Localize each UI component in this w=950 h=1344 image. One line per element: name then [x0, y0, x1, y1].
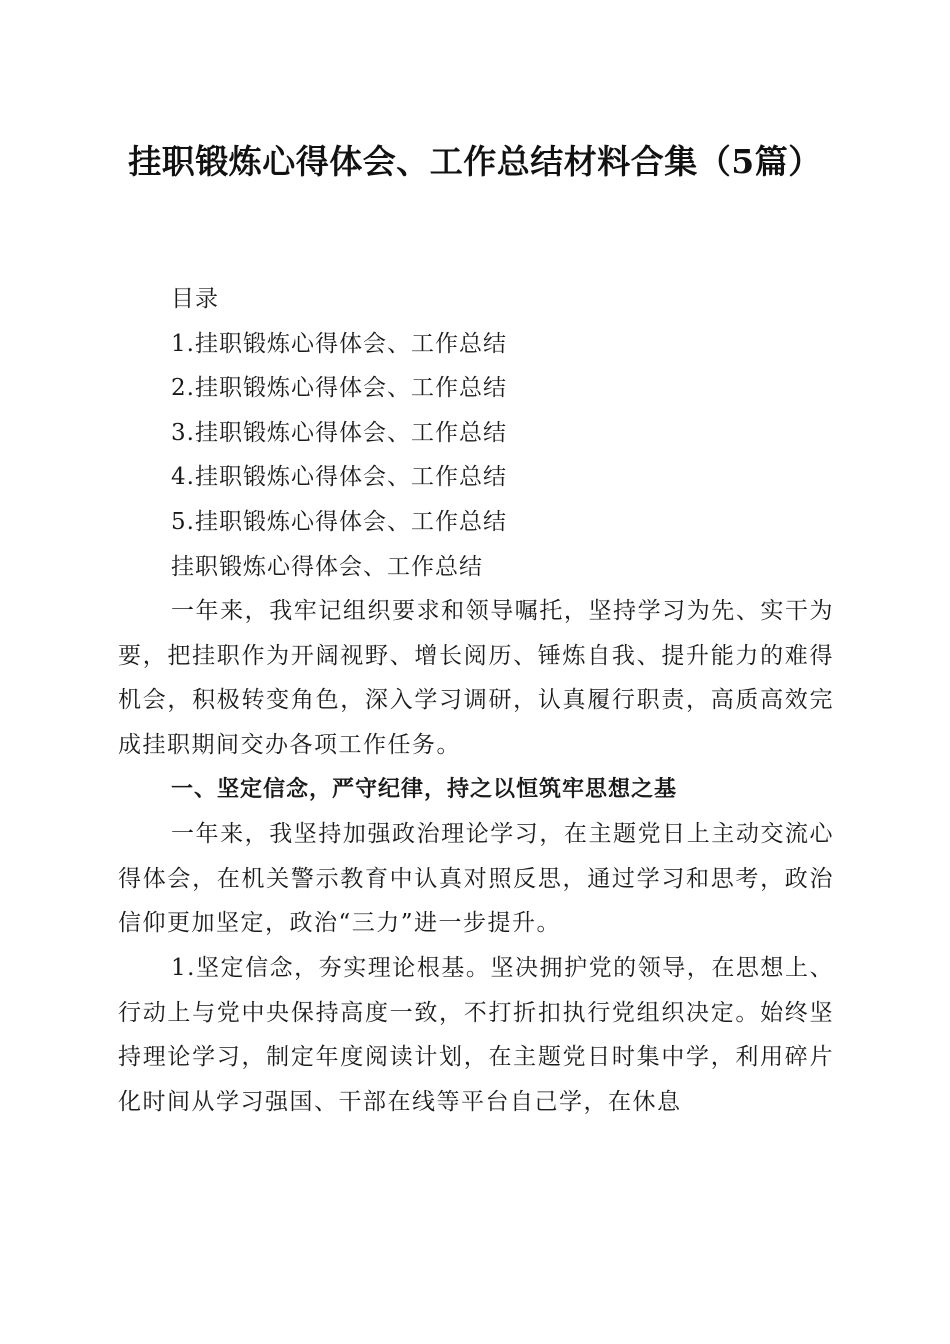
toc-item: 2.挂职锻炼心得体会、工作总结	[171, 375, 507, 402]
section-paragraph: 1.坚定信念，夯实理论根基。坚决拥护党的领导，在思想上、行动上与党中央保持高度一致，不打折扣执行党组织决定。始终坚持理论学习，制定年度阅读计划，在主题党日时集中学，利用碎片化时间从学习强国、干部在线等平台自己学，在休息	[118, 954, 834, 1115]
section-heading: 一、坚定信念，严守纪律，持之以恒筑牢思想之基	[171, 776, 678, 802]
toc-item: 1.挂职锻炼心得体会、工作总结	[171, 330, 507, 357]
section-paragraph: 一年来，我坚持加强政治理论学习，在主题党日上主动交流心得体会，在机关警示教育中认真对照反思，通过学习和思考，政治信仰更加坚定，政治“三力”进一步提升。	[118, 821, 834, 937]
document-body	[118, 277, 834, 1124]
document-title: 挂职锻炼心得体会、工作总结材料合集（5篇）	[128, 142, 822, 181]
toc-item: 3.挂职锻炼心得体会、工作总结	[171, 419, 507, 446]
toc-heading: 目录	[171, 286, 219, 312]
toc-item: 4.挂职锻炼心得体会、工作总结	[171, 464, 507, 491]
toc-item: 5.挂职锻炼心得体会、工作总结	[171, 508, 507, 535]
article-title: 挂职锻炼心得体会、工作总结	[171, 553, 483, 580]
intro-paragraph: 一年来，我牢记组织要求和领导嘱托，坚持学习为先、实干为要，把挂职作为开阔视野、增长阅历、锤炼自我、提升能力的难得机会，积极转变角色，深入学习调研，认真履行职责，高质高效完成挂职期间交办各项工作任务。	[118, 598, 834, 758]
